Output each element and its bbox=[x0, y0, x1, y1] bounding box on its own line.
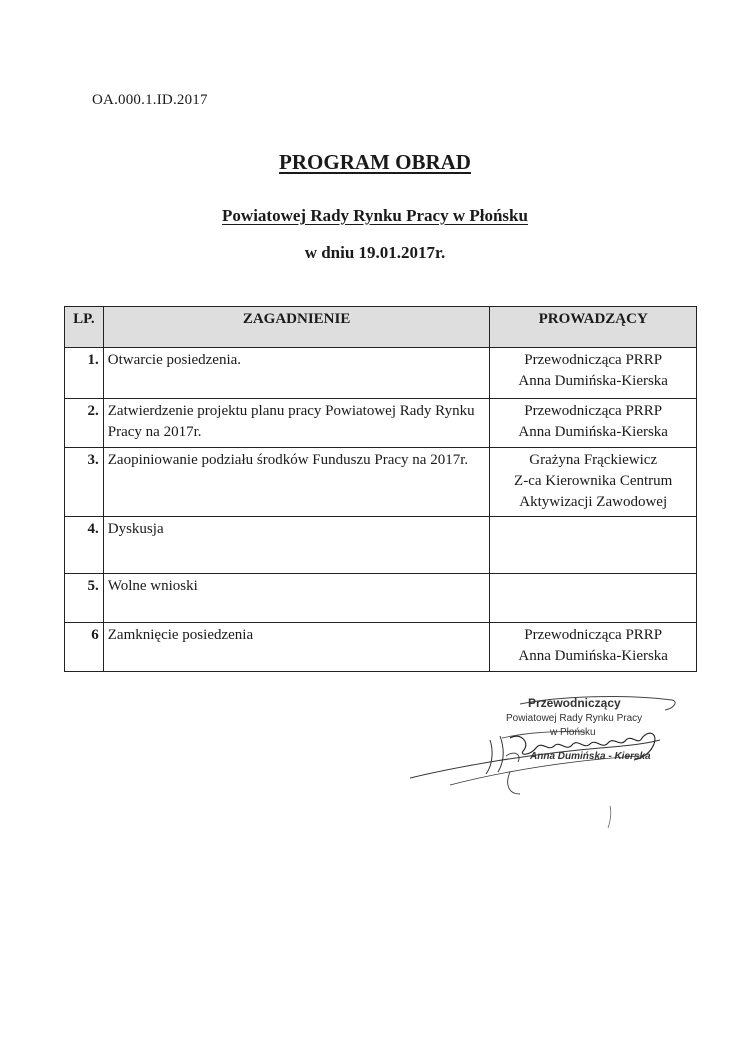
lead-line: Przewodnicząca PRRP bbox=[524, 352, 663, 368]
agenda-table bbox=[64, 306, 697, 672]
row-lead bbox=[490, 399, 697, 448]
row-topic: Dyskusja bbox=[103, 517, 490, 574]
lead-line: Aktywizacji Zawodowej bbox=[519, 494, 668, 510]
row-topic: Zatwierdzenie projektu planu pracy Powiatowej Rady Rynku Pracy na 2017r. bbox=[103, 399, 490, 448]
stamp-title: Przewodniczący bbox=[528, 696, 621, 710]
lead-line: Przewodnicząca PRRP bbox=[524, 403, 663, 419]
lead-line: Przewodnicząca PRRP bbox=[524, 627, 663, 643]
stamp-organization: Powiatowej Rady Rynku Pracy bbox=[506, 713, 643, 724]
table-row bbox=[65, 448, 697, 517]
row-lead bbox=[490, 517, 697, 574]
signature-stamp bbox=[410, 690, 690, 830]
table-row bbox=[65, 574, 697, 623]
row-number: 6 bbox=[65, 623, 104, 672]
table-row bbox=[65, 348, 697, 399]
table-row bbox=[65, 517, 697, 574]
header-lp: LP. bbox=[65, 307, 104, 348]
row-lead bbox=[490, 623, 697, 672]
agenda-header-row bbox=[65, 307, 697, 348]
row-topic: Zamknięcie posiedzenia bbox=[103, 623, 490, 672]
stamp-location: w Płońsku bbox=[550, 727, 596, 738]
row-number: 3. bbox=[65, 448, 104, 517]
table-row bbox=[65, 399, 697, 448]
row-number: 1. bbox=[65, 348, 104, 399]
meeting-date: w dniu 19.01.2017r. bbox=[304, 243, 446, 262]
row-number: 2. bbox=[65, 399, 104, 448]
lead-line: Anna Dumińska-Kierska bbox=[518, 648, 668, 664]
document-title: PROGRAM OBRAD bbox=[279, 150, 471, 174]
row-number: 4. bbox=[65, 517, 104, 574]
document-reference: OA.000.1.ID.2017 bbox=[92, 92, 208, 108]
row-number: 5. bbox=[65, 574, 104, 623]
lead-line: Grażyna Frąckiewicz bbox=[529, 452, 658, 468]
lead-line: Z-ca Kierownika Centrum bbox=[514, 473, 673, 489]
row-lead bbox=[490, 348, 697, 399]
row-lead bbox=[490, 448, 697, 517]
row-topic: Wolne wnioski bbox=[103, 574, 490, 623]
header-topic: ZAGADNIENIE bbox=[103, 307, 490, 348]
row-topic: Otwarcie posiedzenia. bbox=[103, 348, 490, 399]
header-lead: PROWADZĄCY bbox=[490, 307, 697, 348]
document-subtitle: Powiatowej Rady Rynku Pracy w Płońsku bbox=[222, 206, 528, 225]
lead-line: Anna Dumińska-Kierska bbox=[518, 424, 668, 440]
row-lead bbox=[490, 574, 697, 623]
table-row bbox=[65, 623, 697, 672]
lead-line: Anna Dumińska-Kierska bbox=[518, 373, 668, 389]
stamp-name: Anna Dumińska - Kierska bbox=[530, 751, 651, 762]
row-topic: Zaopiniowanie podziału środków Funduszu Pracy na 2017r. bbox=[103, 448, 490, 517]
